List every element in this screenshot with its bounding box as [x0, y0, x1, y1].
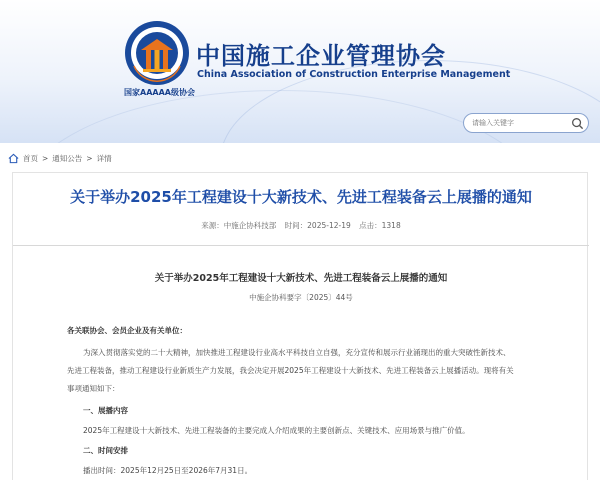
article-time: 时间：2025-12-19: [284, 221, 351, 230]
document-number: 中施企协科要字〔2025〕44号: [249, 293, 353, 302]
salutation: 各关联协会、会员企业及有关单位：: [67, 326, 187, 335]
association-logo-icon[interactable]: [124, 20, 190, 86]
home-icon[interactable]: [8, 153, 19, 164]
paragraph-line: 先进工程装备，推动工程建设行业新质生产力发展，我会决定开展2025年工程建设十大新技术、先进工程装备云上展播活动。现将有关: [67, 366, 514, 375]
breadcrumb-current: 详情: [96, 153, 112, 163]
search-icon[interactable]: [571, 117, 584, 130]
document-title: 关于举办2025年工程建设十大新技术、先进工程装备云上展播的通知: [154, 273, 448, 284]
breadcrumb-separator: >: [86, 153, 93, 163]
breadcrumb: [8, 151, 112, 165]
section-text: 播出时间：2025年12月25日至2026年7月31日。: [83, 466, 253, 475]
divider: [13, 245, 589, 246]
breadcrumb-home[interactable]: 首页: [23, 153, 38, 163]
article-title: 关于举办2025年工程建设十大新技术、先进工程装备云上展播的通知: [70, 188, 532, 206]
paragraph-line: 为深入贯彻落实党的二十大精神，加快推进工程建设行业高水平科技自立自强，充分宣传和展示行业涌现出的重大突破性新技术、: [83, 348, 511, 357]
article-meta: [13, 220, 589, 231]
article-card: [12, 172, 588, 480]
search-box[interactable]: [463, 113, 589, 133]
breadcrumb-separator: >: [42, 153, 49, 163]
section-text: 2025年工程建设十大新技术、先进工程装备的主要完成人介绍成果的主要创新点、关键技术、应用场景与推广价值。: [83, 426, 470, 435]
section-heading: 二、时间安排: [83, 446, 128, 455]
breadcrumb-notices[interactable]: 通知公告: [52, 153, 83, 163]
grade-label: 国家AAAAA级协会: [124, 88, 195, 97]
search-input[interactable]: 请输入关键字: [472, 119, 514, 127]
paragraph-line: 事项通知如下：: [67, 384, 120, 393]
site-header: [0, 0, 600, 143]
article-source: 来源：中施企协科技部: [201, 221, 277, 230]
org-name-cn[interactable]: 中国施工企业管理协会: [196, 42, 446, 70]
org-name-en: China Association of Construction Enterprise Management: [197, 69, 511, 80]
article-clicks: 点击：1318: [359, 221, 401, 230]
section-heading: 一、展播内容: [83, 406, 128, 415]
